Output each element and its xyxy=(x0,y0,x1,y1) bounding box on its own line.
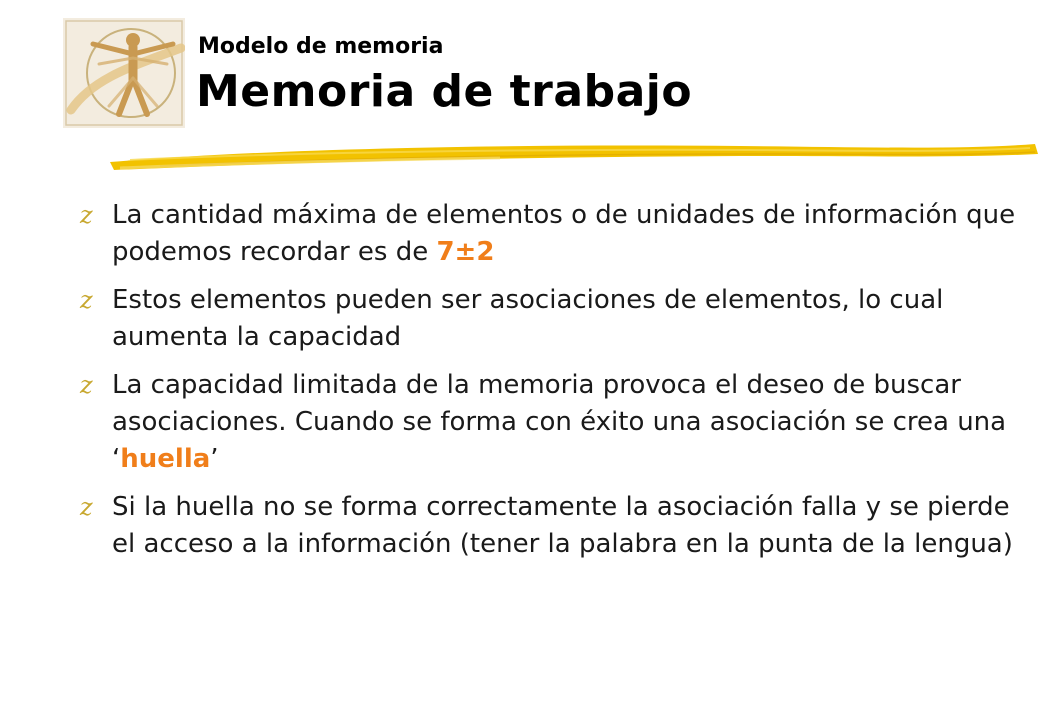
bullet-text: La capacidad limitada de la memoria provoca el deseo de buscar asociaciones. Cuando se forma con éxito una asociación se crea una ‘ xyxy=(112,370,1007,474)
bullet-text-after: ’ xyxy=(210,444,219,474)
bullet-marker: z xyxy=(80,286,93,314)
highlight-text: 7±2 xyxy=(436,237,495,267)
bullet-text: Estos elementos pueden ser asociaciones de elementos, lo cual aumenta la capacidad xyxy=(112,285,944,352)
bullet-text: La cantidad máxima de elementos o de unidades de información que podemos recordar es de xyxy=(112,200,1016,267)
highlight-text: huella xyxy=(120,444,211,474)
bullet-marker: z xyxy=(80,493,93,521)
bullet-text: Si la huella no se forma correctamente la asociación falla y se pierde el acceso a la información (tener la palabra en la punta de la lengua) xyxy=(112,492,1013,559)
bullet-marker: z xyxy=(80,201,93,229)
vitruvian-man-logo-icon xyxy=(63,18,185,128)
bullet-item xyxy=(80,489,1030,563)
bullet-item xyxy=(80,282,1030,356)
title-underline-brush-stroke xyxy=(100,132,1040,178)
slide-subtitle: Modelo de memoria xyxy=(198,34,444,59)
bullet-item xyxy=(80,197,1030,271)
bullet-item xyxy=(80,367,1030,478)
slide-title: Memoria de trabajo xyxy=(196,66,693,117)
bullet-list xyxy=(80,197,1030,574)
bullet-marker: z xyxy=(80,371,93,399)
